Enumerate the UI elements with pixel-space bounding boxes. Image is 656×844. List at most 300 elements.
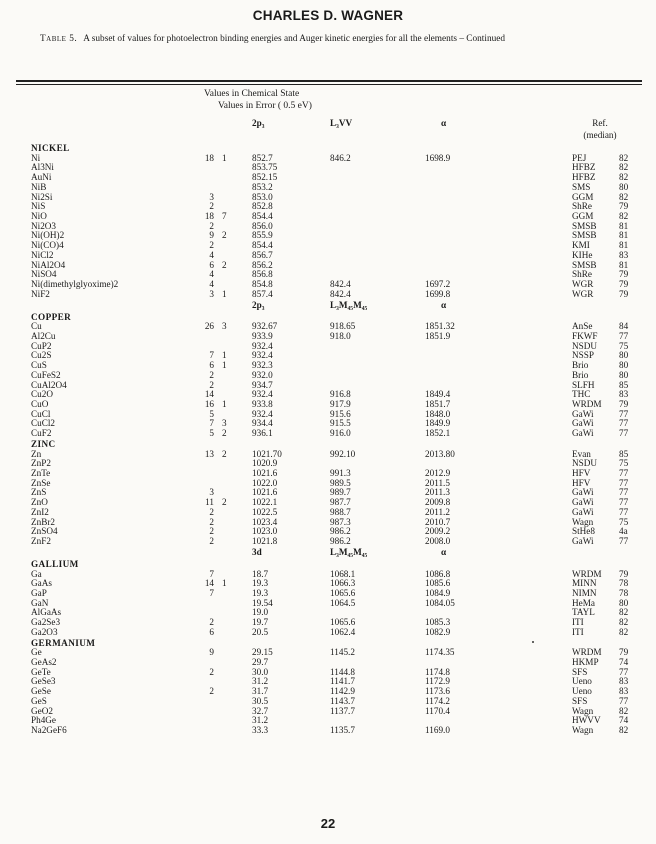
table-row [0,389,656,399]
compound-name: ZnSe [31,477,51,488]
auger-parameter: 1851.32 [425,321,455,332]
compound-name: CuF2 [31,428,52,439]
table-row [0,536,656,546]
ref-year: 85 [619,379,629,390]
auger-parameter: 1699.8 [425,288,451,299]
header-rule-thin [16,84,642,85]
ref-code: Brio [572,360,589,371]
compound-name: GeTe [31,666,51,677]
compound-name: GeAs2 [31,657,57,667]
table-row [0,657,656,667]
binding-energy: 932.4 [252,389,273,400]
ref-code: WRDM [572,568,602,579]
ref-year: 77 [619,536,629,547]
ref-code: HeMa [572,597,595,608]
auger-parameter: 2012.9 [425,468,451,479]
table-row [0,617,656,627]
ref-year: 83 [619,249,629,260]
table-row [0,627,656,637]
binding-energy: 853.75 [252,162,278,173]
n-values: 2 [209,240,214,251]
ref-year: 83 [619,389,629,400]
ref-year: 77 [619,497,629,508]
n-values: 2 [209,617,214,628]
ref-code: Ueno [572,676,592,687]
auger-parameter: 1169.0 [425,725,450,736]
table-row [0,269,656,279]
compound-name: NiF2 [31,288,50,299]
auger-parameter: 1085.3 [425,617,451,628]
auger-energy: 988.7 [330,506,351,517]
ref-year: 82 [619,607,629,618]
n-values: 6 [209,259,214,270]
compound-name: GeSe3 [31,676,56,687]
n-values: 4 [209,269,214,280]
auger-parameter: 1085.6 [425,578,451,589]
n-values: 4 [209,249,214,260]
ref-code: ShRe [572,201,592,212]
binding-energy: 934.7 [252,379,273,390]
ref-code: Brio [572,369,589,380]
ref-year: 81 [619,240,629,251]
compound-name: GeS [31,695,47,706]
ref-year: 85 [619,448,629,459]
ref-year: 81 [619,230,629,241]
table-row [0,487,656,497]
n-values: 2 [209,369,214,380]
binding-energy: 932.4 [252,350,273,361]
table-row [0,686,656,696]
ref-code: GaWi [572,408,594,419]
ref-year: 83 [619,686,629,697]
compound-name: Ph4Ge [31,715,57,726]
table-row [0,230,656,240]
binding-energy: 932.4 [252,408,273,419]
table-row [0,350,656,360]
ref-year: 81 [619,220,629,231]
binding-energy: 852.15 [252,172,278,183]
auger-line-header: L₃VV [330,118,353,128]
table-row [0,409,656,419]
binding-energy: 20.5 [252,626,269,637]
binding-energy: 854.4 [252,211,273,222]
photo-line-header: 3d [252,546,262,557]
element-heading [0,559,656,569]
ref-code: HWVV [572,715,601,726]
compound-name: NiS [31,201,46,212]
ref-year: 74 [619,715,629,726]
ref-year: 78 [619,578,629,589]
ref-year: 74 [619,657,629,667]
n-values: 16 [204,399,214,409]
compound-name: CuO [31,399,49,409]
n-values: 4 [209,279,214,290]
auger-energy: 1065.6 [330,587,356,598]
ref-year: 80 [619,350,629,361]
compound-name: CuCl2 [31,418,55,429]
binding-energy: 1021.6 [252,468,278,479]
auger-parameter: 1697.2 [425,279,451,290]
table-row [0,250,656,260]
photo-line-header: 2p₃ [252,118,265,128]
compound-name: GeO2 [31,705,53,716]
auger-energy: 987.3 [330,516,351,527]
table-row [0,153,656,163]
table-row [0,458,656,468]
ref-year: 77 [619,428,629,439]
compound-name: NiO [31,211,47,222]
ref-year: 81 [619,259,629,270]
element-heading [0,312,656,322]
compound-name: NiAl2O4 [31,259,66,270]
auger-energy: 1062.4 [330,626,356,637]
ref-code: PEJ [572,152,587,163]
auger-parameter: 2008.0 [425,536,451,547]
binding-energy: 934.4 [252,418,273,429]
element-heading [0,439,656,449]
n-values: 2 [209,526,214,537]
ref-code: AnSe [572,321,593,332]
compound-name: ZnF2 [31,536,51,547]
compound-name: Cu2S [31,350,52,361]
n-values: 7 [209,568,214,579]
binding-energy: 1020.9 [252,458,278,469]
alpha-header: α [441,299,447,310]
ref-code: SLFH [572,379,595,390]
n-values: 7 [209,587,214,598]
n-errors: 2 [222,448,227,459]
table-row [0,696,656,706]
compound-name: NiB [31,181,47,192]
auger-parameter: 1174.2 [425,695,450,706]
n-values: 3 [209,288,214,299]
auger-parameter: 1849.4 [425,389,451,400]
ref-year: 75 [619,516,629,527]
table-row [0,588,656,598]
compound-name: Ga2O3 [31,626,58,637]
auger-parameter: 1851.7 [425,399,451,409]
auger-energy: 1141.7 [330,676,355,687]
auger-parameter: 2009.8 [425,497,451,508]
ref-code: NSSP [572,350,594,361]
ref-code: SFS [572,695,588,706]
table-caption-label: Table 5. [40,34,78,44]
n-values: 2 [209,686,214,697]
ref-code: WRDM [572,399,602,409]
ref-year: 79 [619,269,629,280]
ref-code: StHe8 [572,526,595,537]
ref-code: NIMN [572,587,597,598]
ref-code: KMI [572,240,590,251]
ref-code: GaWi [572,506,594,517]
binding-energy: 19.3 [252,587,269,598]
ref-code: GaWi [572,536,594,547]
binding-energy: 936.1 [252,428,273,439]
auger-parameter: 2013.80 [425,448,455,459]
ref-code: SMSB [572,230,597,241]
ref-year: 75 [619,458,629,469]
n-errors: 7 [222,211,227,222]
binding-energy: 853.2 [252,181,273,192]
n-errors: 1 [222,350,227,361]
n-values: 2 [209,506,214,517]
ref-year: 82 [619,626,629,637]
ref-code: GaWi [572,487,594,498]
ref-year: 84 [619,321,629,332]
table-row [0,341,656,351]
ref-code: TAYL [572,607,595,618]
n-values: 2 [209,516,214,527]
element-name: GALLIUM [31,558,79,569]
binding-energy: 1021.70 [252,448,282,459]
n-values: 9 [209,230,214,241]
header-values-in-error: Values in Error ( 0.5 eV) [218,101,312,111]
ref-code: HKMP [572,657,599,667]
binding-energy: 19.7 [252,617,269,628]
n-errors: 1 [222,399,227,409]
binding-energy: 29.15 [252,647,273,658]
ref-code: GGM [572,191,594,202]
auger-energy: 986.2 [330,536,351,547]
header-values-in-chemical-state: Values in Chemical State [204,89,300,99]
ref-code: Ueno [572,686,592,697]
ref-year: 82 [619,172,629,183]
auger-energy: 917.9 [330,399,351,409]
n-values: 2 [209,201,214,212]
binding-energy: 1021.8 [252,536,278,547]
compound-name: ZnS [31,487,47,498]
binding-energy: 33.3 [252,725,269,736]
auger-energy: 915.5 [330,418,351,429]
ref-year: 79 [619,201,629,212]
ref-code: GaWi [572,497,594,508]
auger-parameter: 2011.2 [425,506,450,517]
auger-parameter: 1174.35 [425,647,455,658]
binding-energy: 1021.6 [252,487,278,498]
table-row [0,240,656,250]
binding-energy: 856.8 [252,269,273,280]
ref-code: GaWi [572,428,594,439]
auger-parameter: 1086.8 [425,568,451,579]
auger-energy: 842.4 [330,279,351,290]
ref-code: SMSB [572,220,597,231]
table-row [0,578,656,588]
compound-name: Ge [31,647,42,658]
auger-energy: 989.7 [330,487,351,498]
photo-line-header: 2p₃ [252,299,265,310]
table-row [0,715,656,725]
binding-energy: 29.7 [252,657,269,667]
n-values: 6 [209,626,214,637]
table-row [0,182,656,192]
compound-name: Ni(CO)4 [31,240,64,251]
n-errors: 3 [222,418,227,429]
ref-code: THC [572,389,591,400]
auger-parameter: 1849.9 [425,418,451,429]
compound-name: NiCl2 [31,249,54,260]
table-row [0,211,656,221]
ref-code: HFBZ [572,162,596,173]
ref-year: 77 [619,468,629,479]
compound-name: ZnO [31,497,48,508]
binding-energy: 19.3 [252,578,269,589]
column-header-row [0,300,656,310]
auger-energy: 1143.7 [330,695,355,706]
auger-parameter: 1851.9 [425,330,451,341]
ref-year: 80 [619,181,629,192]
ref-year: 77 [619,408,629,419]
table-row [0,478,656,488]
binding-energy: 856.7 [252,249,273,260]
table-caption-text: A subset of values for photoelectron binding energies and Auger kinetic energies for all the elements – Continued [83,34,506,44]
compound-name: ZnTe [31,468,51,479]
ref-code: GGM [572,211,594,222]
auger-parameter: 1170.4 [425,705,450,716]
binding-energy: 31.2 [252,676,269,687]
auger-parameter: 2009.2 [425,526,451,537]
auger-energy: 987.7 [330,497,351,508]
compound-name: Na2GeF6 [31,725,67,736]
binding-energy: 932.0 [252,369,273,380]
compound-name: CuCl [31,408,51,419]
compound-name: CuP2 [31,340,52,351]
auger-energy: 989.5 [330,477,351,488]
table-row [0,569,656,579]
ref-year: 82 [619,191,629,202]
compound-name: GaP [31,587,47,598]
ref-year: 77 [619,477,629,488]
compound-name: CuFeS2 [31,369,61,380]
n-values: 18 [204,211,214,222]
auger-energy: 1144.8 [330,666,355,677]
binding-energy: 933.8 [252,399,273,409]
auger-energy: 918.0 [330,330,351,341]
binding-energy: 30.0 [252,666,269,677]
element-heading [0,638,656,648]
ref-year: 82 [619,162,629,173]
compound-name: ZnBr2 [31,516,55,527]
ref-year: 4a [619,526,628,537]
ref-code: SMSB [572,259,597,270]
table-row [0,468,656,478]
ref-year: 79 [619,647,629,658]
ref-code: NSDU [572,340,598,351]
compound-name: Ni [31,152,41,163]
auger-parameter: 1084.9 [425,587,451,598]
compound-name: GeSe [31,686,51,697]
ref-header: Ref. [592,118,608,128]
ref-year: 79 [619,399,629,409]
binding-energy: 853.0 [252,191,273,202]
auger-parameter: 2011.3 [425,487,450,498]
element-heading [0,143,656,153]
auger-parameter: 2011.5 [425,477,450,488]
auger-energy: 1066.3 [330,578,356,589]
table-row [0,497,656,507]
binding-energy: 1023.0 [252,526,278,537]
compound-name: ZnSO4 [31,526,58,537]
binding-energy: 31.2 [252,715,269,726]
auger-energy: 916.8 [330,389,351,400]
n-values: 3 [209,191,214,202]
binding-energy: 854.8 [252,279,273,290]
compound-name: AlGaAs [31,607,62,618]
binding-energy: 932.3 [252,360,273,371]
auger-energy: 918.65 [330,321,356,332]
ref-code: SFS [572,666,588,677]
auger-parameter: 1084.05 [425,597,455,608]
n-errors: 2 [222,230,227,241]
table-caption [40,34,640,44]
auger-parameter: 1852.1 [425,428,451,439]
ref-code: GaWi [572,418,594,429]
table-row [0,380,656,390]
ref-code: NSDU [572,458,598,469]
n-values: 7 [209,350,214,361]
ref-code: ShRe [572,269,592,280]
auger-line-header: L₃M₄₅M₄₅ [330,546,368,557]
table-row [0,279,656,289]
n-values: 5 [209,428,214,439]
auger-energy: 916.0 [330,428,351,439]
compound-name: Cu [31,321,42,332]
table-row [0,706,656,716]
n-values: 2 [209,536,214,547]
table-row [0,260,656,270]
binding-energy: 32.7 [252,705,269,716]
compound-name: ZnP2 [31,458,51,469]
n-errors: 2 [222,497,227,508]
auger-line-header: L₃M₄₅M₄₅ [330,299,368,310]
n-values: 2 [209,379,214,390]
compound-name: Al2Cu [31,330,56,341]
ref-code: SMS [572,181,591,192]
ref-year: 82 [619,705,629,716]
binding-energy: 854.4 [252,240,273,251]
table-row [0,598,656,608]
running-head: CHARLES D. WAGNER [252,8,404,23]
compound-name: Ni2O3 [31,220,57,231]
binding-energy: 31.7 [252,686,269,697]
auger-energy: 846.2 [330,152,351,163]
auger-energy: 1142.9 [330,686,355,697]
table-row [0,221,656,231]
n-errors: 1 [222,152,227,163]
ref-code: HFBZ [572,172,596,183]
auger-energy: 915.6 [330,408,351,419]
ref-code: HFV [572,468,591,479]
binding-energy: 856.0 [252,220,273,231]
column-header-row [0,547,656,557]
alpha-header: α [441,118,447,128]
binding-energy: 18.7 [252,568,269,579]
table-row [0,449,656,459]
binding-energy: 1022.1 [252,497,278,508]
binding-energy: 932.4 [252,340,273,351]
binding-energy: 932.67 [252,321,278,332]
binding-energy: 1022.5 [252,506,278,517]
table-row [0,607,656,617]
ref-year: 82 [619,617,629,628]
n-values: 14 [204,578,214,589]
table-row [0,418,656,428]
binding-energy: 19.0 [252,607,269,618]
binding-energy: 19.54 [252,597,273,608]
table-row [0,507,656,517]
print-speck [532,641,534,643]
auger-energy: 991.3 [330,468,351,479]
table-row [0,370,656,380]
